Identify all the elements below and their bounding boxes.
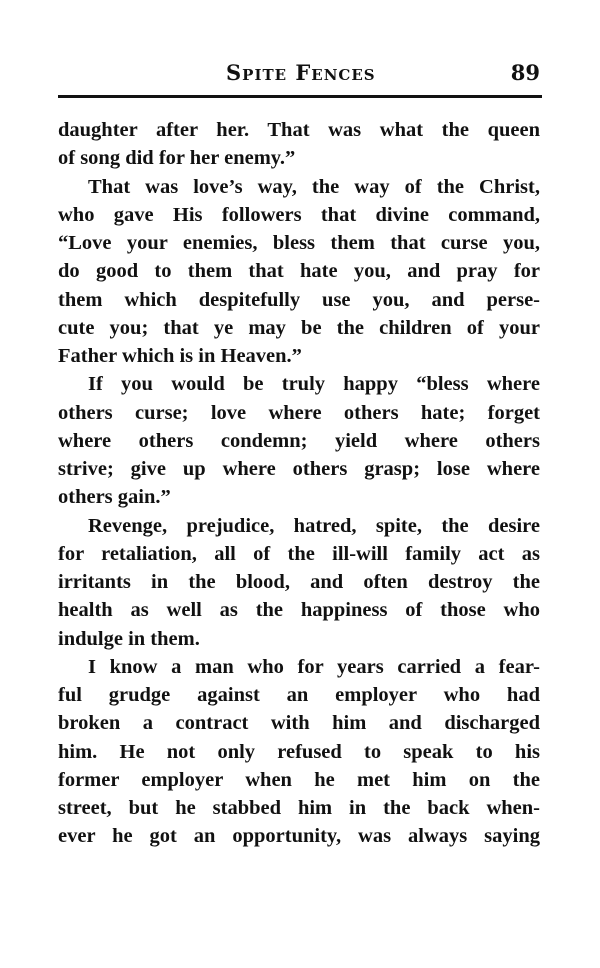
text-line: indulge in them.	[58, 627, 200, 650]
paragraph	[58, 370, 540, 511]
text-line: strive; give up where others grasp; lose where	[58, 458, 540, 480]
text-line: him. He not only refused to speak to his	[58, 740, 540, 763]
text-line: cute you; that ye may be the children of your	[58, 316, 540, 339]
text-line: of song did for her enemy.”	[58, 147, 296, 170]
text-line: daughter after her. That was what the queen	[58, 119, 540, 141]
text-line: where others condemn; yield where others	[58, 429, 540, 452]
text-line: for retaliation, all of the ill-will family act as	[58, 542, 540, 565]
text-line: “Love your enemies, bless them that curse you,	[58, 232, 540, 254]
text-line: Father which is in Heaven.”	[58, 345, 302, 367]
text-line: others gain.”	[58, 486, 171, 509]
text-line: ever he got an opportunity, was always saying	[58, 825, 540, 848]
text-line: street, but he stabbed him in the back when-	[58, 797, 540, 819]
text-line: health as well as the happiness of those who	[58, 599, 540, 622]
running-title: Spite Fences	[226, 60, 376, 85]
text-line: broken a contract with him and discharged	[58, 712, 540, 735]
text-line: That was love’s way, the way of the Christ,	[88, 175, 540, 198]
text-line: others curse; love where others hate; forget	[58, 401, 540, 424]
text-line: former employer when he met him on the	[58, 768, 540, 791]
page-body	[58, 116, 540, 851]
text-line: Revenge, prejudice, hatred, spite, the desire	[88, 514, 540, 537]
text-line: irritants in the blood, and often destroy the	[58, 571, 540, 593]
paragraph	[58, 116, 540, 173]
page-header	[58, 60, 542, 90]
paragraph	[58, 653, 540, 851]
text-line: who gave His followers that divine command,	[58, 203, 540, 226]
text-line: them which despitefully use you, and perse-	[58, 288, 540, 311]
text-line: If you would be truly happy “bless where	[88, 373, 540, 396]
paragraph	[58, 512, 540, 653]
text-line: do good to them that hate you, and pray for	[58, 260, 540, 283]
page-number: 89	[510, 60, 540, 85]
text-line: I know a man who for years carried a fear-	[88, 655, 540, 678]
paragraph	[58, 173, 540, 371]
text-line: ful grudge against an employer who had	[58, 684, 540, 706]
header-rule	[58, 95, 542, 98]
